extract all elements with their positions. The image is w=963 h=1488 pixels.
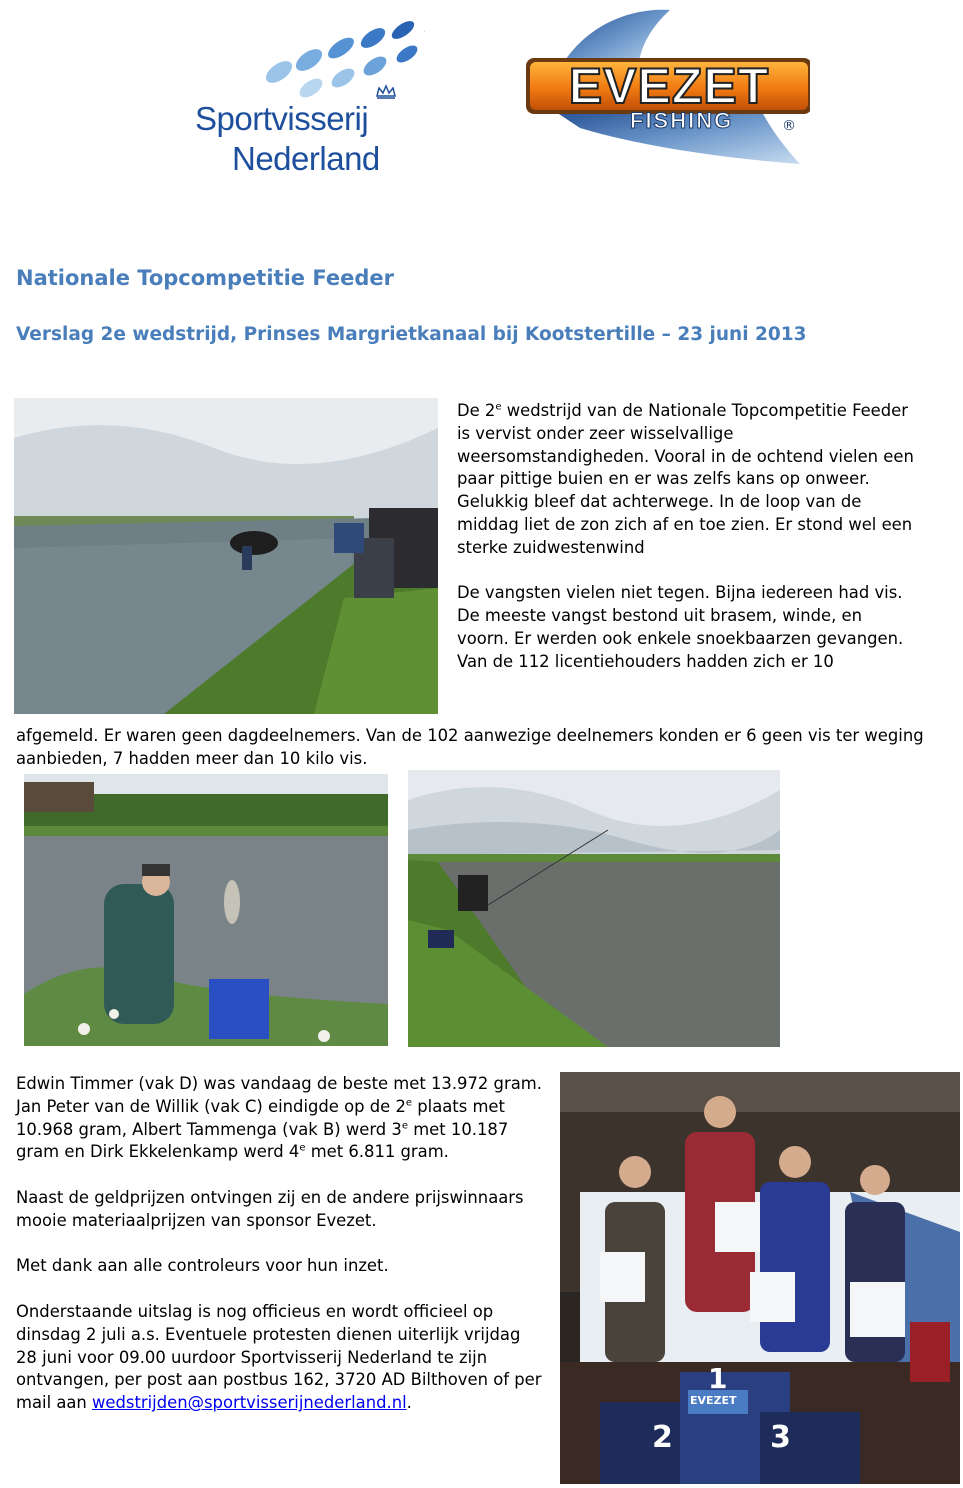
results-paragraph-4 xyxy=(16,1301,544,1415)
results-paragraph-3: Met dank aan alle controleurs voor hun inzet. xyxy=(16,1256,389,1276)
ordinal-suffix: e xyxy=(495,401,502,413)
intro-p1-rest: wedstrijd van de Nationale Topcompetitie Feeder is vervist onder zeer wisselvallige weersomstandigheden. Vooral in de ochtend vielen een paar pittige buien en er was zelfs kans op onweer. Gelukkig bleef dat achterwege. In de loop van de middag liet de zon zich af en toe zien. Er stond wel een sterke zuidwestenwind xyxy=(457,401,914,557)
results-p1-part-d: met 6.811 gram. xyxy=(305,1142,449,1162)
intro-paragraph-2: De vangsten vielen niet tegen. Bijna iedereen had vis. De meeste vangst bestond uit brasem, winde, en voorn. Er werden ook enkele snoekbaarzen gevangen. xyxy=(457,583,904,648)
svn-wordmark-line1: Sportvisserij xyxy=(195,100,369,137)
page-title: Nationale Topcompetitie Feeder xyxy=(16,266,394,290)
intro-paragraph-3-line1: Van de 112 licentiehouders hadden zich er 10 xyxy=(457,651,834,671)
page-subtitle: Verslag 2e wedstrijd, Prinses Margrietkanaal bij Kootstertille – 23 juni 2013 xyxy=(16,324,807,345)
intro-paragraph-1 xyxy=(457,400,919,560)
intro-paragraph-3-rest: afgemeld. Er waren geen dagdeelnemers. Van de 102 aanwezige deelnemers konden er 6 geen vis ter weging aanbieden, 7 hadden meer dan 10 kilo vis. xyxy=(16,726,924,768)
photo-angler-on-bank xyxy=(408,770,780,1047)
results-p1-part-a: Edwin Timmer (vak D) was vandaag de beste met 13.972 gram. Jan Peter van de Willik (vak C) eindigde op de 2 xyxy=(16,1074,542,1116)
sportvisserij-nederland-logo xyxy=(185,8,425,188)
results-text xyxy=(16,1073,544,1415)
results-p4-text: Onderstaande uitslag is nog officieus en wordt officieel op dinsdag 2 juli a.s. Eventuele protesten dienen uiterlijk vrijdag 28 juni voor 09.00 uurdoor Sportvisserij Nederland te zijn ontvangen, per post aan postbus 162, 3720 AD Bilthoven of per mail aan xyxy=(16,1301,542,1413)
evezet-wordmark: EVEZET xyxy=(568,58,770,114)
evezet-fishing-logo xyxy=(520,8,810,168)
ordinal-suffix: e xyxy=(401,1120,408,1132)
ordinal-suffix: e xyxy=(405,1097,413,1109)
podium-number-first: 1 xyxy=(708,1362,728,1395)
email-link[interactable]: wedstrijden@sportvisserijnederland.nl xyxy=(92,1393,407,1413)
results-p4-end: . xyxy=(406,1393,412,1413)
results-paragraph-1 xyxy=(16,1073,544,1164)
photo-canal-bank xyxy=(14,398,438,714)
ordinal-suffix: e xyxy=(299,1142,306,1154)
svn-wordmark-line2: Nederland xyxy=(232,140,380,177)
podium-sponsor-label: EVEZET xyxy=(690,1394,737,1407)
photo-angler-with-fish xyxy=(24,774,388,1046)
evezet-fishing-label: FISHING xyxy=(630,108,734,133)
photo-podium-winners xyxy=(560,1072,960,1484)
podium-number-third: 3 xyxy=(770,1420,791,1455)
intro-p1-start: De 2 xyxy=(457,401,496,420)
intro-text xyxy=(457,400,919,674)
results-p1-part-b: plaats met 10.968 gram, Albert Tammenga (vak B) werd 3 xyxy=(16,1096,505,1139)
results-paragraph-2: Naast de geldprijzen ontvingen zij en de andere prijswinnaars mooie materiaalprijzen van sponsor Evezet. xyxy=(16,1187,524,1230)
registered-mark: ® xyxy=(782,118,796,134)
results-p1-part-c: met 10.187 gram en Dirk Ekkelenkamp werd 4 xyxy=(16,1119,509,1162)
podium-number-second: 2 xyxy=(652,1420,673,1455)
